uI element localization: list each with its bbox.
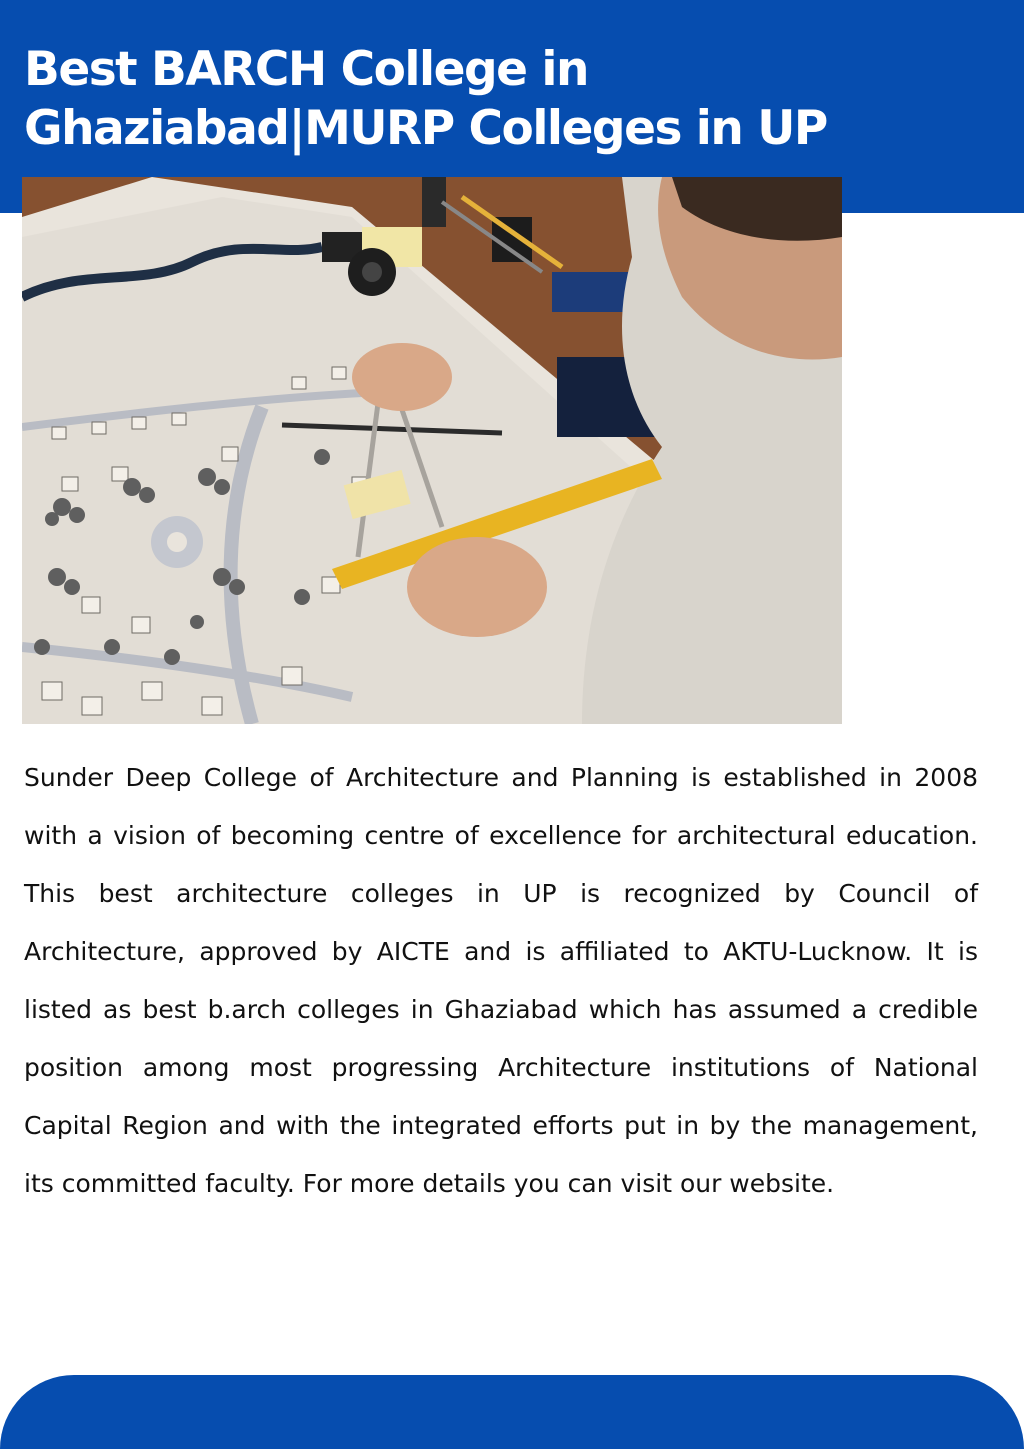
- page-title-line-2: Ghaziabad|MURP Colleges in UP: [24, 101, 827, 156]
- footer-band: [0, 1375, 1024, 1449]
- description-paragraph: Sunder Deep College of Architecture and Planning is established in 2008 with a vision of becoming centre of excellence for architectural education. This best architecture colleges in UP is recognized by Council of Architecture, approved by AICTE and is affiliated to AKTU-Lucknow. It is listed as best b.arch colleges in Ghaziabad which has assumed a credible position among most progressing Architecture institutions of National Capital Region and with the integrated efforts put in by the management, its committed faculty. For more details you can visit our website.: [24, 763, 978, 1198]
- photo-illustration: [22, 177, 842, 724]
- architecture-drafting-photo: [22, 177, 842, 724]
- page-title-line-1: Best BARCH College in: [24, 42, 588, 97]
- page-title: [24, 40, 1019, 158]
